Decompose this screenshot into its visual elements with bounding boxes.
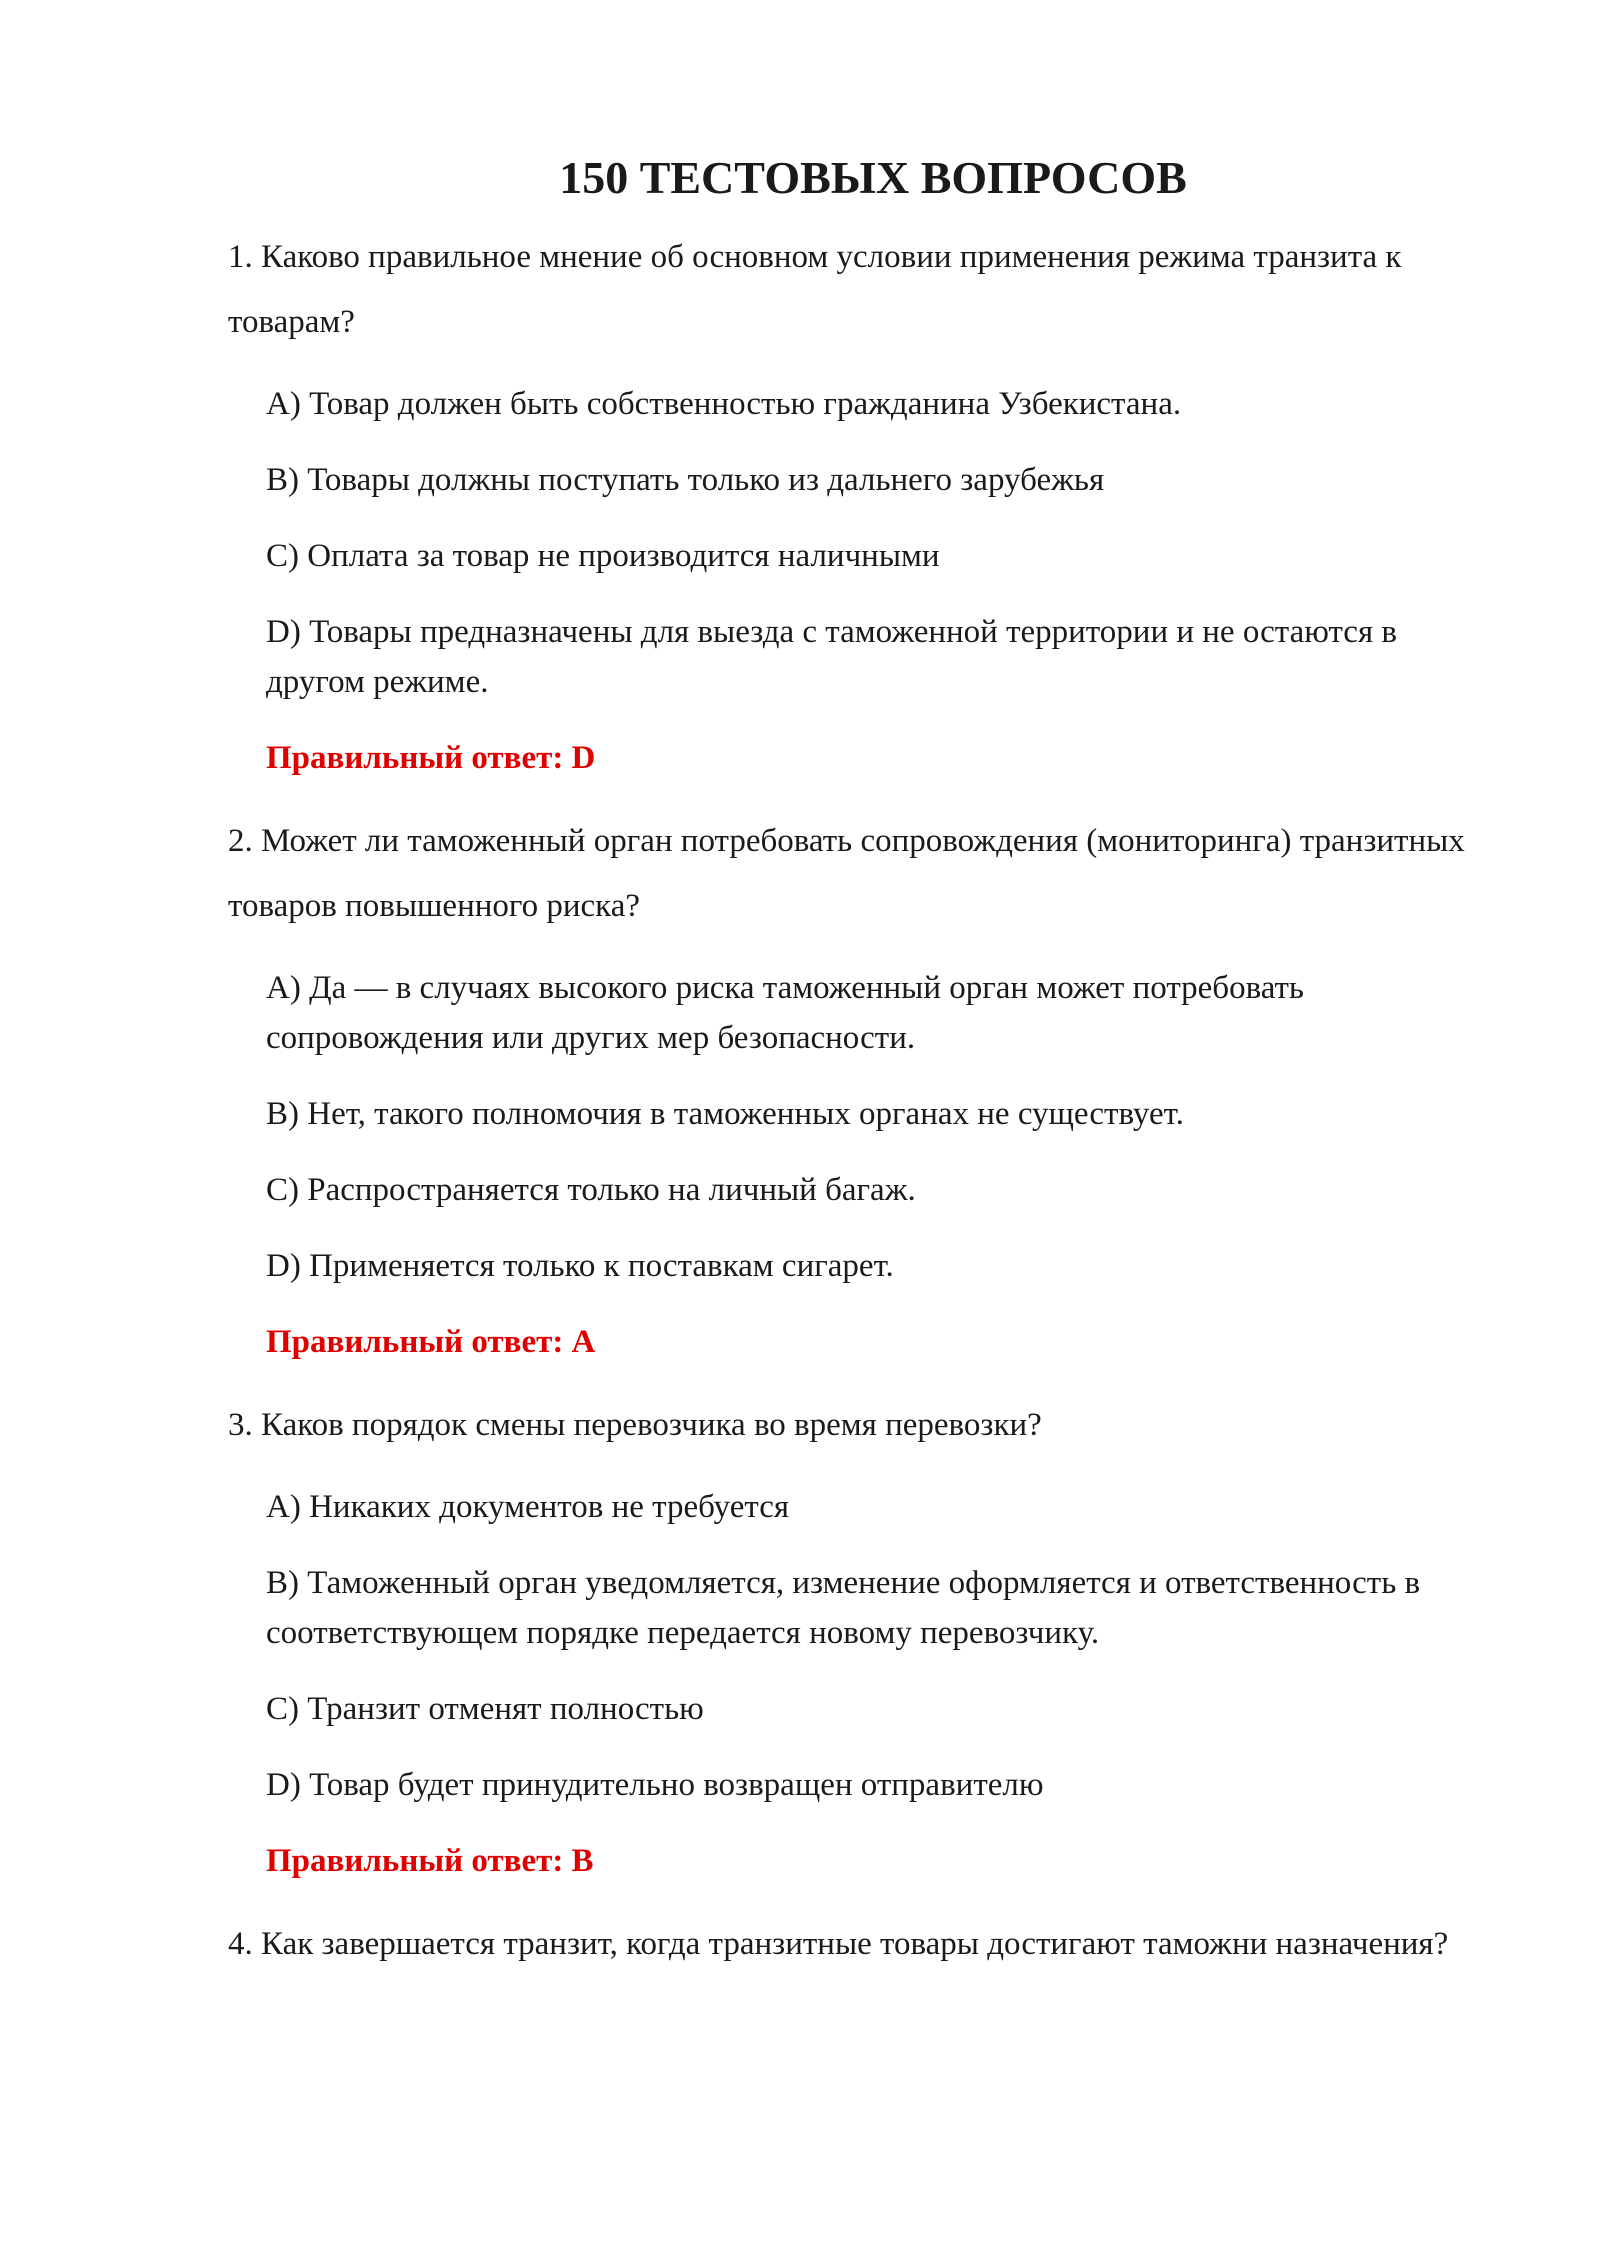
- correct-answer: Правильный ответ: B: [266, 1843, 594, 1880]
- question-text: 4. Как завершается транзит, когда транзитные товары достигают таможни назначения?: [228, 1926, 1449, 1963]
- option-b: B) Таможенный орган уведомляется, изменение оформляется и ответственность в соответствующем порядке передается новому перевозчику.: [266, 1565, 1421, 1652]
- option-d: D) Товары предназначены для выезда с таможенной территории и не остаются в другом режиме.: [266, 614, 1397, 701]
- option-a: A) Товар должен быть собственностью гражданина Узбекистана.: [266, 386, 1182, 423]
- options-list: [228, 1482, 1478, 1810]
- options-list: [228, 963, 1478, 1291]
- document-page: [228, 150, 1478, 2001]
- correct-answer: Правильный ответ: D: [266, 740, 596, 777]
- question-text: 2. Может ли таможенный орган потребовать сопровождения (мониторинга) транзитных товаров повышенного риска?: [228, 823, 1465, 925]
- question-2: [228, 809, 1478, 1367]
- correct-answer: Правильный ответ: A: [266, 1324, 596, 1361]
- question-3: [228, 1393, 1478, 1886]
- option-b: B) Нет, такого полномочия в таможенных органах не существует.: [266, 1096, 1184, 1133]
- question-text: 3. Каков порядок смены перевозчика во время перевозки?: [228, 1407, 1042, 1444]
- option-c: C) Оплата за товар не производится наличными: [266, 538, 940, 575]
- question-1: [228, 225, 1478, 783]
- option-d: D) Товар будет принудительно возвращен отправителю: [266, 1767, 1044, 1804]
- question-text: 1. Каково правильное мнение об основном условии применения режима транзита к товарам?: [228, 239, 1402, 341]
- option-c: C) Транзит отменят полностью: [266, 1691, 704, 1728]
- option-a: A) Никаких документов не требуется: [266, 1489, 790, 1526]
- option-c: C) Распространяется только на личный багаж.: [266, 1172, 916, 1209]
- option-a: A) Да — в случаях высокого риска таможенный орган может потребовать сопровождения или других мер безопасности.: [266, 970, 1304, 1057]
- question-4: [228, 1912, 1478, 1977]
- options-list: [228, 379, 1478, 707]
- page-title: 150 ТЕСТОВЫХ ВОПРОСОВ: [559, 152, 1187, 203]
- option-b: B) Товары должны поступать только из дальнего зарубежья: [266, 462, 1105, 499]
- option-d: D) Применяется только к поставкам сигарет.: [266, 1248, 894, 1285]
